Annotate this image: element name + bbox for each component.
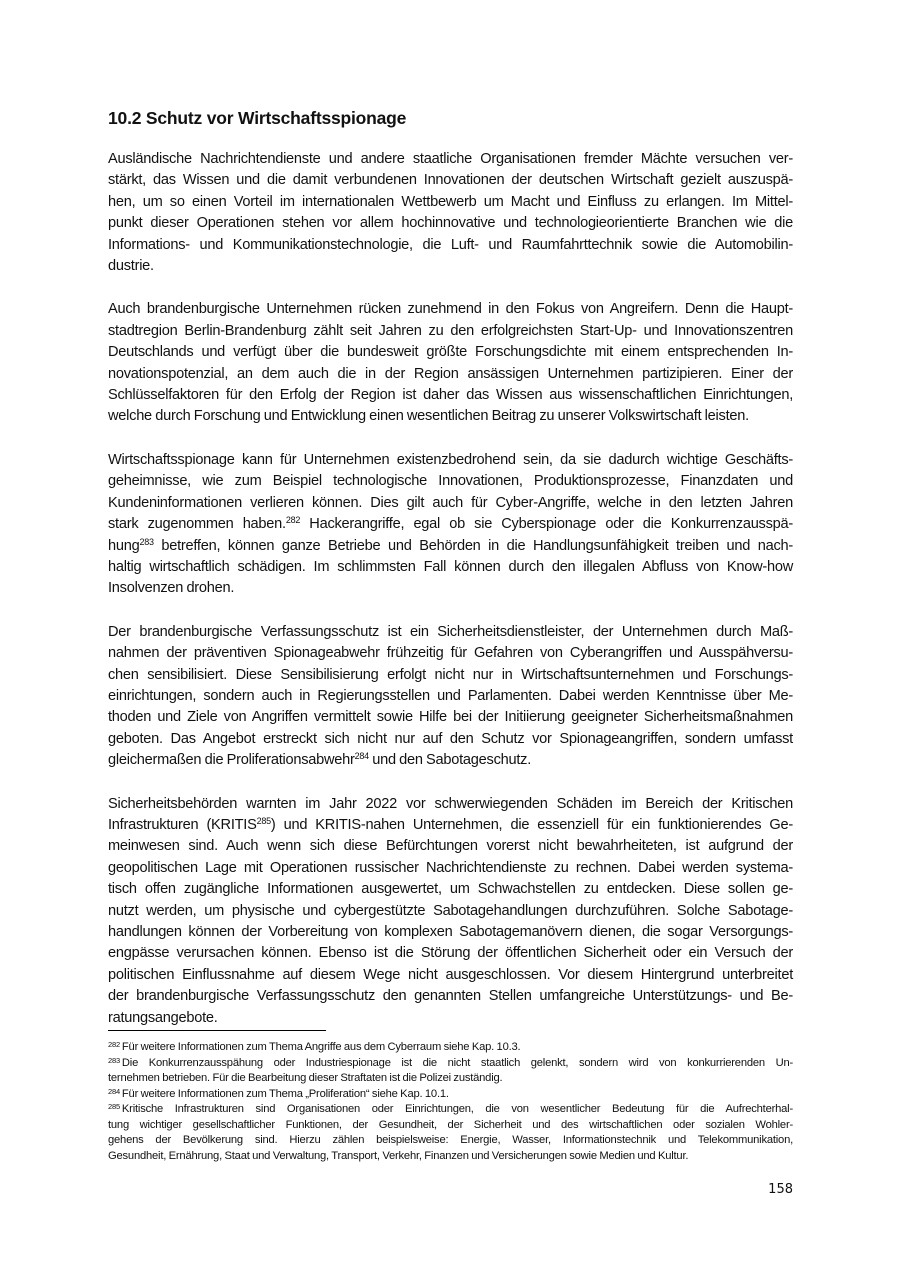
text-line: Kundeninformationen verlieren können. Dies gilt auch für Cyber-Angriffe, welche in den letzten Jahren <box>108 494 793 511</box>
text-segment: ) und KRITIS-nahen Unternehmen, die essenziell für ein funktionierendes Ge- <box>270 816 793 833</box>
text-line: Informations- und Kommunikationstechnologie, die Luft- und Raumfahrttechnik sowie die Automobilin- <box>108 236 793 253</box>
text-line: dustrie. <box>108 258 154 275</box>
footnote-283 <box>108 1056 793 1087</box>
paragraph-1 <box>108 149 793 277</box>
text-line: einrichtungen, sondern auch in Regierungsstellen und Parlamenten. Dabei werden Kenntnisse über Me- <box>108 687 793 704</box>
text-line: geboten. Das Angebot erstreckt sich nicht nur auf den Schutz vor Spionageangriffen, sondern umfasst <box>108 730 793 747</box>
text-line: welche durch Forschung und Entwicklung einen wesentlichen Beitrag zu unserer Volkswirtschaft leisten. <box>108 408 749 425</box>
footnote-285 <box>108 1102 793 1164</box>
footnote-line: gehens der Bevölkerung sind. Hierzu zählen beispielsweise: Energie, Wasser, Informationstechnik und Telekommunikation, <box>108 1134 793 1146</box>
footnote-ref-283[interactable]: 283 <box>139 536 154 547</box>
text-segment: stark zugenommen haben. <box>108 516 286 533</box>
footnote-divider <box>108 1030 326 1031</box>
footnote-text: Die Konkurrenzausspähung oder Industriespionage ist die nicht staatlich gelenkt, sondern wird von konkurrierenden Un- <box>121 1056 793 1069</box>
text-line: Sicherheitsbehörden warnten im Jahr 2022 vor schwerwiegenden Schäden im Bereich der Kritischen <box>108 795 793 812</box>
footnote-text: Kritische Infrastrukturen sind Organisationen oder Einrichtungen, die von wesentlicher Bedeutung für die Aufrechterhal- <box>121 1103 793 1115</box>
footnote-ref-284[interactable]: 284 <box>354 751 369 762</box>
text-line: chen sensibilisiert. Diese Sensibilisierung erfolgt nicht nur in Wirtschaftsunternehmen und Forschungs- <box>108 666 793 683</box>
footnote-ref-282[interactable]: 282 <box>285 515 301 526</box>
text-line: nutzt werden, um physische und cybergestützte Sabotagehandlungen durchzuführen. Solche Sabotage- <box>108 902 793 919</box>
text-line: nahmen der präventiven Spionageabwehr frühzeitig für Gefahren von Cyberangriffen und Ausspähversu- <box>108 645 793 662</box>
footnote-number: 285 <box>108 1102 120 1111</box>
footnote-number: 284 <box>108 1086 120 1096</box>
text-line: Wirtschaftsspionage kann für Unternehmen existenzbedrohend sein, da sie dadurch wichtige Geschäfts- <box>108 451 793 468</box>
text-line: punkt dieser Operationen stehen vor allem hochinnovative und technologieorientierte Branchen wie die <box>108 215 793 232</box>
footnote-282 <box>108 1040 793 1056</box>
footnote-line: tung wichtiger gesellschaftlicher Funktionen, der Gesundheit, der Sicherheit und des wirtschaftlichen oder sozialen Wohler- <box>108 1118 793 1131</box>
footnote-text: Für weitere Informationen zum Thema Angriffe aus dem Cyberraum siehe Kap. 10.3. <box>121 1041 521 1053</box>
footnote-line <box>108 1040 793 1056</box>
text-line: engpässe verursachen können. Ebenso ist die Störung der öffentlichen Sicherheit oder ein Versuch der <box>108 945 793 962</box>
text-line: Schlüsselfaktoren für den Erfolg der Region ist daher das Wissen aus wissenschaftlichen Einrichtungen, <box>108 387 793 404</box>
text-line <box>108 536 793 557</box>
text-line <box>108 815 793 836</box>
paragraph-2 <box>108 299 793 427</box>
section-heading: 10.2 Schutz vor Wirtschaftsspionage <box>108 108 407 128</box>
footnote-line <box>108 1102 793 1118</box>
text-segment: hung <box>108 537 140 554</box>
text-line: Deutschlands und verfügt über die bundesweit größte Forschungsdichte mit einem entsprechenden In- <box>108 344 793 361</box>
text-line: Insolvenzen drohen. <box>108 580 235 597</box>
footnote-284 <box>108 1087 793 1103</box>
text-line: geopolitischen Lage mit Operationen russischer Nachrichtendienste zu rechnen. Dabei werden systema- <box>108 859 793 876</box>
text-line: Auch brandenburgische Unternehmen rücken zunehmend in den Fokus von Angreifern. Denn die Haupt- <box>108 301 793 318</box>
footnote-number: 282 <box>108 1040 120 1049</box>
footnote-line <box>108 1087 793 1103</box>
footnote-line: ternehmen betrieben. Für die Bearbeitung dieser Straftaten ist die Polizei zuständig. <box>108 1072 503 1084</box>
text-line: Ausländische Nachrichtendienste und andere staatliche Organisationen fremder Mächte versuchen ver- <box>108 151 793 167</box>
text-line: haltig wirtschaftlich schädigen. Im schlimmsten Fall können durch den illegalen Abfluss von Know-how <box>108 558 793 575</box>
text-line <box>108 514 793 535</box>
text-line: meinwesen sind. Auch wenn sich diese Befürchtungen vorerst nicht bewahrheiteten, ist aufgrund der <box>108 838 793 855</box>
footnote-text: Für weitere Informationen zum Thema „Proliferation“ siehe Kap. 10.1. <box>121 1087 449 1100</box>
text-line: stadtregion Berlin-Brandenburg zählt seit Jahren zu den erfolgreichsten Start-Up- und Innovationszentren <box>108 322 793 339</box>
footnote-ref-285[interactable]: 285 <box>256 815 271 826</box>
footnote-line: Gesundheit, Ernährung, Staat und Verwaltung, Transport, Verkehr, Finanzen und Versicherungen sowie Medien und Kultur. <box>108 1149 689 1162</box>
text-segment: Infrastrukturen (KRITIS <box>108 816 257 833</box>
text-line: geheimnisse, wie zum Beispiel technologische Innovationen, Produktionsprozesse, Finanzdaten und <box>108 473 793 490</box>
text-line: hen, um so einen Vorteil im internationalen Wettbewerb um Macht und Einfluss zu erlangen. Im Mittel- <box>108 193 793 210</box>
text-line: ratungsangebote. <box>108 1009 218 1026</box>
text-segment: Hackerangriffe, egal ob sie Cyberspionage oder die Konkurrenzausspä- <box>300 516 793 533</box>
paragraph-3 <box>108 450 793 600</box>
page-number: 158 <box>768 1182 793 1197</box>
text-line: handlungen können der Vorbereitung von komplexen Sabotagemanövern dienen, die sogar Versorgungs- <box>108 924 793 940</box>
text-segment: und den Sabotageschutz. <box>368 752 532 769</box>
footnote-number: 283 <box>108 1055 120 1065</box>
document-page <box>108 0 793 1273</box>
text-line: der brandenburgische Verfassungsschutz den genannten Stellen umfangreiche Unterstützungs- und Be- <box>108 988 793 1005</box>
text-line <box>108 750 793 771</box>
body-text <box>108 149 793 1051</box>
text-line: thoden und Ziele von Angriffen vermittelt sowie Hilfe bei der Initiierung geeigneter Sicherheitsmaßnahmen <box>108 709 793 726</box>
text-line: Der brandenburgische Verfassungsschutz ist ein Sicherheitsdienstleister, der Unternehmen durch Maß- <box>108 623 793 640</box>
paragraph-5 <box>108 794 793 1029</box>
footnote-line <box>108 1056 793 1072</box>
paragraph-4 <box>108 622 793 772</box>
text-line: novationspotenzial, an dem auch die in der Region ansässigen Unternehmen partizipieren. Einer der <box>108 365 793 382</box>
text-line: tisch offen zugängliche Informationen ausgewertet, um Schwachstellen zu entdecken. Diese sollen ge- <box>108 881 793 898</box>
text-line: politischen Einflussnahme auf diesem Wege nicht ausgeschlossen. Vor diesem Hintergrund unterbreitet <box>108 966 793 983</box>
text-line: stärkt, das Wissen und die damit verbundenen Innovationen der deutschen Wirtschaft gezielt auszuspä- <box>108 172 793 189</box>
text-segment: gleichermaßen die Proliferationsabwehr <box>108 752 355 769</box>
text-segment: betreffen, können ganze Betriebe und Behörden in die Handlungsunfähigkeit treiben und nach- <box>153 537 793 554</box>
footnotes <box>108 1040 793 1164</box>
